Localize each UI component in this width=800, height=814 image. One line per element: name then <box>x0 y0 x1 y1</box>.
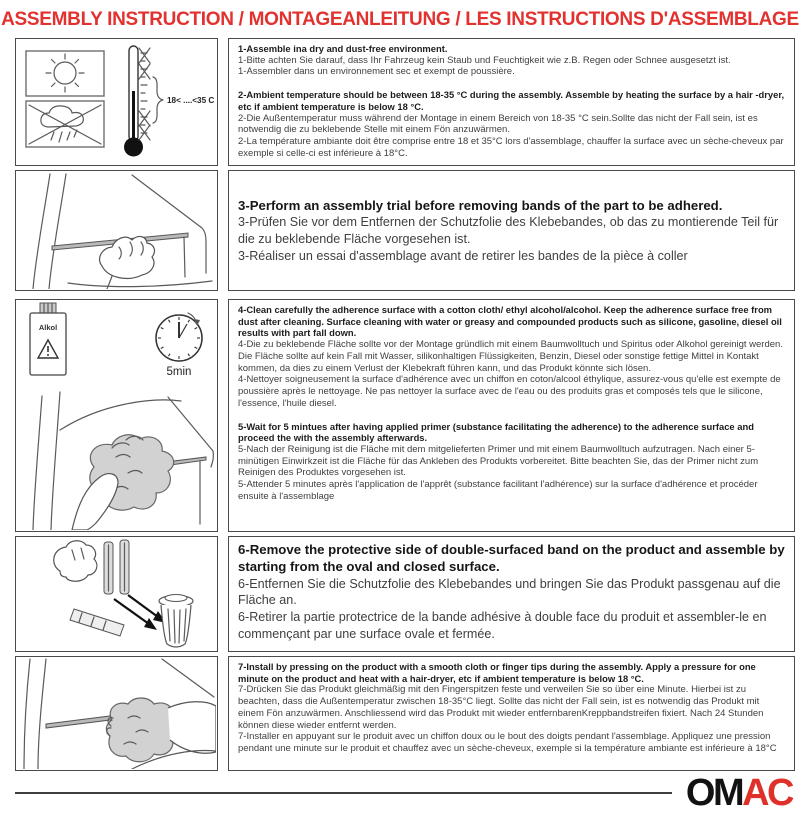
hand-peel-trash-illustration <box>16 537 216 650</box>
temp-range-label: 18< ....<35 C <box>167 96 215 105</box>
instructions-step-7 <box>228 656 795 771</box>
hand-press-illustration <box>16 657 216 769</box>
omac-logo-red: AC <box>742 772 792 814</box>
hand-icon <box>54 541 97 582</box>
step7-de: 7-Drücken Sie das Produkt gleichmäßig mit den Fingerspitzen feste und verweilen Sie so über eine Minute. Hierbei ist zu beachten, dass die Außentemperatur zwischen 18-35°C liegt. Sollte das nicht der Fall sein, ist es notwendig das Produkt mit einem Fön anzuwärmen. Anschliessend wird das Produkt mit wieder entfernbarenKreppbandstreifen fixiert. Nach 24 Stunden können diese wieder entfernt werden. <box>238 684 764 731</box>
protective-bands-icon <box>104 540 129 594</box>
omac-logo-black: OM <box>685 772 743 814</box>
instructions-step-3 <box>228 170 795 291</box>
step5-fr: 5-Attender 5 minutes après l'application de l'apprêt (substance facilitant l'adhérence) sur la surface d'adhérence et procéder ensuite à l'assemblage <box>238 479 758 502</box>
page-title: ASSEMBLY INSTRUCTION / MONTAGEANLEITUNG / LES INSTRUCTIONS D'ASSEMBLAGE <box>1 9 799 30</box>
step2-fr: 2-La température ambiante doit être comprise entre 18 et 35°C lors d'assemblage, chauffer la surface avec un sèche-cheveux par exemple si celle-ci est inférieure à 18°C. <box>238 136 784 159</box>
step3-de: 3-Prüfen Sie vor dem Entfernen der Schutzfolie des Klebebandes, ob das zu montierende Teil für die zu beklebende Fläche vorgesehen ist. <box>238 215 779 246</box>
step6-de: 6-Entfernen Sie die Schutzfolie des Klebebandes und bringen Sie das Produkt passgenau auf die Fläche an. <box>238 576 781 608</box>
thermometer-icon <box>124 46 214 157</box>
step1-en: 1-Assemble ina dry and dust-free environment. <box>238 43 448 54</box>
step1-de: 1-Bitte achten Sie darauf, dass Ihr Fahrzeug kein Staub und Feuchtigkeit wie z.B. Regen oder Schnee ausgesetzt ist. <box>238 54 731 66</box>
footer-divider <box>15 792 672 794</box>
illustration-cleaning <box>15 299 218 532</box>
step3-en: 3-Perform an assembly trial before removing bands of the part to be adhered. <box>238 197 723 213</box>
instructions-step-6 <box>228 536 795 652</box>
step3-fr: 3-Réaliser un essai d'assemblage avant de retirer les bandes de la pièce à coller <box>238 248 688 263</box>
step6-en: 6-Remove the protective side of double-surfaced band on the product and assemble by starting from the oval and closed surface. <box>238 542 785 575</box>
step7-en: 7-Install by pressing on the product with a smooth cloth or finger tips during the assembly. Apply a pressure for one minute on the product and heat with a hair-dryer, etc if ambient temperature is below 18 °C. <box>238 661 756 684</box>
row-cleaning <box>15 299 795 532</box>
instructions-step-1-2 <box>228 38 795 166</box>
illustration-press <box>15 656 218 771</box>
step6-fr: 6-Retirer la partie protectrice de la bande adhésive à double face du produit et assembler-le en commençant par une surface ovale et fermée. <box>238 610 767 641</box>
row-trial <box>15 170 795 291</box>
trash-can-icon <box>159 595 193 648</box>
row-press <box>15 656 795 771</box>
step2-en: 2-Ambient temperature should be between 18-35 °C during the assembly. Assemble by heating the surface by a hair -dryer, etc if ambient temperature is below 18 °C. <box>238 89 785 112</box>
hand-trim-illustration <box>16 171 216 289</box>
no-rain-icon <box>26 101 104 147</box>
illustration-trial <box>15 170 218 291</box>
instructions-step-4-5 <box>228 299 795 532</box>
alcohol-bottle-icon <box>30 303 66 375</box>
step5-de: 5-Nach der Reinigung ist die Fläche mit dem mitgelieferten Primer und mit einem Baumwolltuch aufzutragen. Nach einer 5-minütigen Einwirkzeit ist die Fläche für das Ankleben des Produkts vorbereitet. Bitte beachten Sie, das der Primer nicht zum Reinigen des Produktes vorgesehen ist. <box>238 443 759 479</box>
step4-en: 4-Clean carefully the adherence surface with a cotton cloth/ ethyl alcohol/alcohol. Keep the adherence surface free from dust after cleaning. Surface cleaning with water or greasy and compounded products such as silicone, gasoline, diesel oil results with part fall down. <box>238 304 782 339</box>
step4-fr: 4-Nettoyer soigneusement la surface d'adhérence avec un chiffon en coton/alcool éthylique, assurez-vous qu'elle est exempte de poussière après le nettoyage. Ne pas nettoyer la surface avec de l'eau ou des produits gras et composés tels que le silicone, l'essence, l'huile diesel. <box>238 374 781 409</box>
omac-logo <box>686 774 792 812</box>
hand-cleaning-illustration <box>16 300 216 530</box>
bottle-label: Alkol <box>38 323 58 332</box>
step2-de: 2-Die Außentemperatur muss während der Montage in einem Bereich von 18-35 °C sein.Sollte das nicht der Fall sein, ist es notwendig die zu beklebende Stelle mit einem Fön anzuwärmen. <box>238 112 758 136</box>
row-remove-band <box>15 536 795 652</box>
footer <box>15 772 792 814</box>
row-environment <box>15 38 795 166</box>
clock-icon <box>156 313 202 378</box>
sun-icon <box>26 51 104 96</box>
environment-illustration <box>16 39 216 164</box>
illustration-remove-band <box>15 536 218 652</box>
step7-fr: 7-Installer en appuyant sur le produit avec un chiffon doux ou le bout des doigts pendant l'assemblage. Appliquez une pression pendant une minute sur le produit et chauffez avec un sèche-cheveux, exemple si la température ambiante est inférieure à 18°C <box>238 731 777 755</box>
illustration-environment <box>15 38 218 166</box>
timer-label: 5min <box>166 366 192 378</box>
step5-en: 5-Wait for 5 mintues after having applied primer (substance facilitating the adherence) to the adherence surface and proceed the with the assembly afterwards. <box>238 420 754 444</box>
step4-de: 4-Die zu beklebende Fläche sollte vor der Montage gründlich mit einem Baumwolltuch und Spiritus oder Alkohol gereinigt werden. Die Fläche sollte auf kein Fall mit Wasser, silikonhaltigen Flüssigkeiten, Benzin, Diesel oder sonstige fettige Mittel in Kontakt kommen, da dies zu einem Verlust der Klebekraft führen kann, und das Produkt könnte sich lösen. <box>238 338 783 374</box>
step1-fr: 1-Assembler dans un environnement sec et exempt de poussière. <box>238 66 515 78</box>
